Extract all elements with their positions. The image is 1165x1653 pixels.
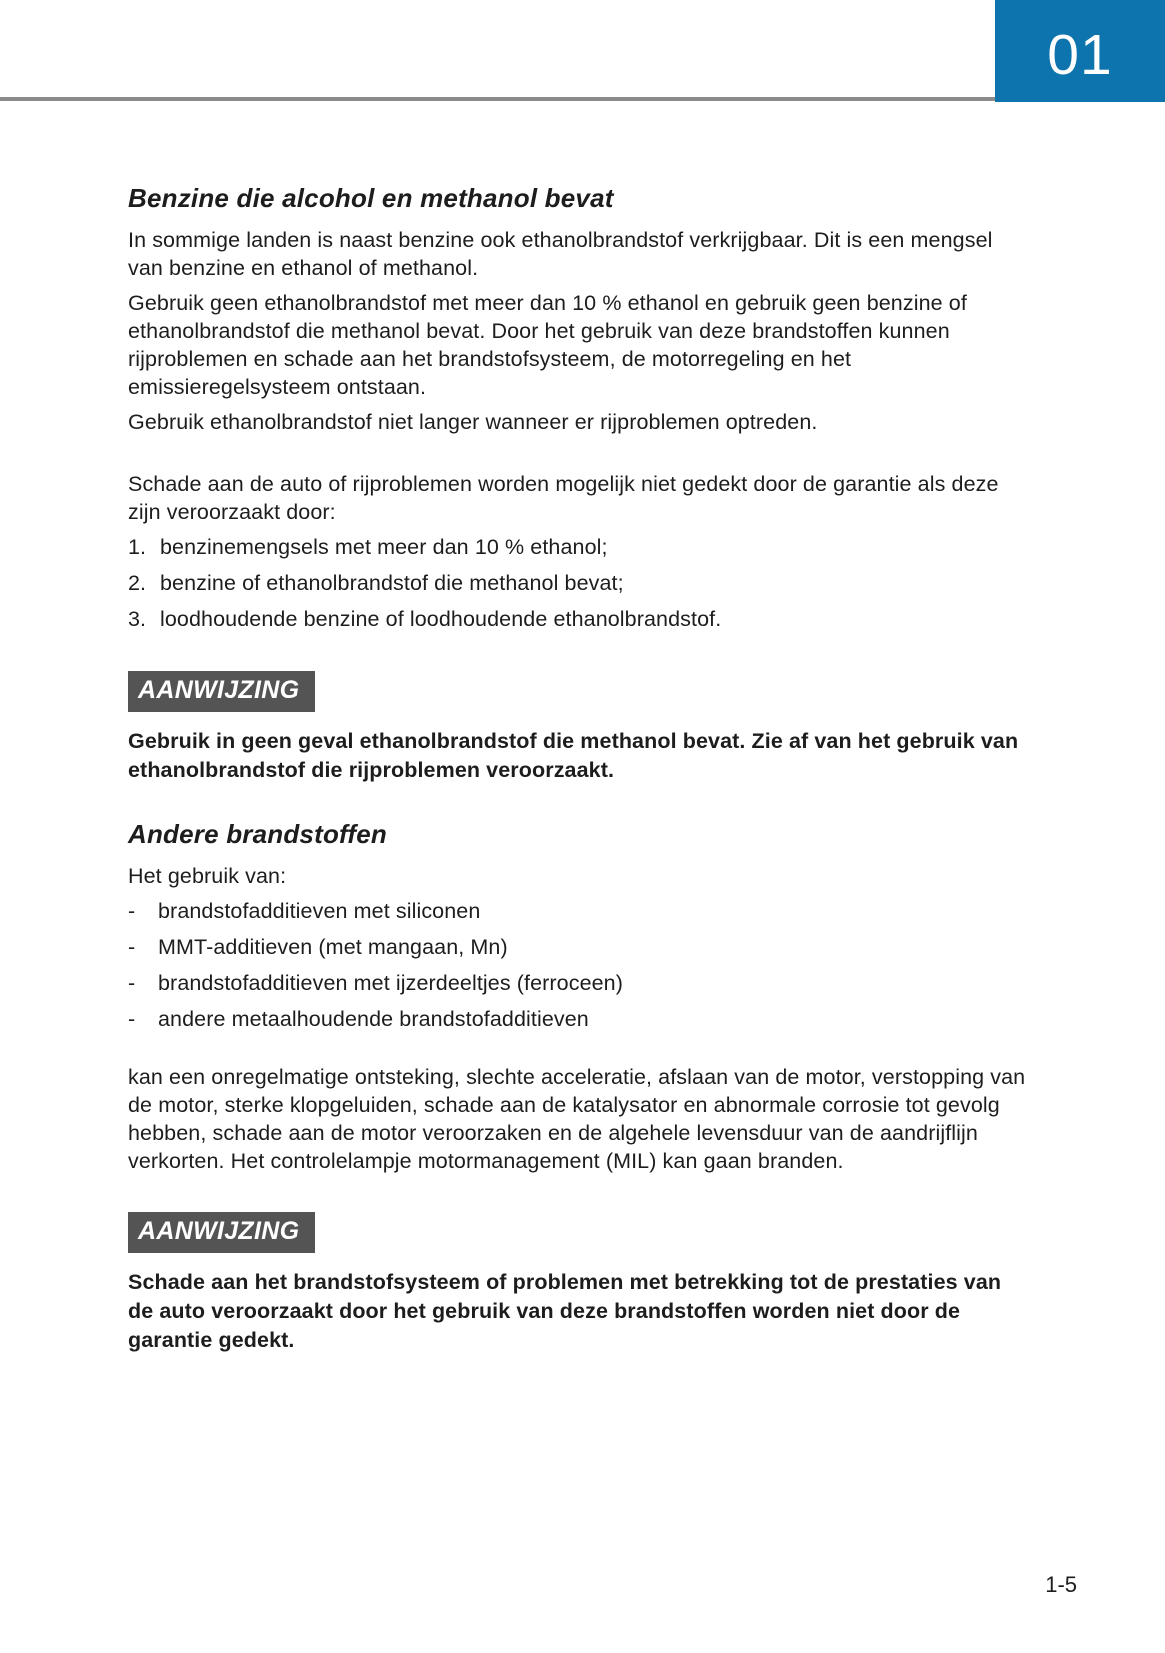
page-content <box>128 183 1028 1355</box>
list-item-number: 3. <box>128 607 147 631</box>
list-item-text: benzinemengsels met meer dan 10 % ethanol; <box>160 535 608 559</box>
list-item-text: loodhoudende benzine of loodhoudende ethanolbrandstof. <box>160 607 722 631</box>
paragraph-additives-consequences: kan een onregelmatige ontsteking, slechte acceleratie, afslaan van de motor, verstopping van de motor, sterke klopgeluiden, schade aan de katalysator en abnormale corrosie tot gevolg hebben, schade aan de motor veroorzaken en de algehele levensduur van de aandrijflijn verkorten. Het controlelampje motormanagement (MIL) kan gaan branden. <box>128 1065 1026 1173</box>
list-item <box>128 897 1028 925</box>
list-item <box>128 569 1028 597</box>
list-item-dash: - <box>128 935 136 959</box>
header-divider-rule <box>0 97 995 101</box>
notice-block-2 <box>128 1182 1028 1355</box>
list-item <box>128 533 1028 561</box>
paragraph-usage-intro: Het gebruik van: <box>128 864 287 888</box>
list-item-text: brandstofadditieven met siliconen <box>158 899 481 923</box>
list-item <box>128 933 1028 961</box>
list-item-number: 2. <box>128 571 147 595</box>
section-other-fuels <box>128 819 1028 1175</box>
notice-badge: AANWIJZING <box>128 1212 315 1253</box>
list-item-text: benzine of ethanolbrandstof die methanol bevat; <box>160 571 624 595</box>
paragraph-ethanol-warning: Gebruik geen ethanolbrandstof met meer dan 10 % ethanol en gebruik geen benzine of ethanolbrandstof die methanol bevat. Door het gebruik van deze brandstoffen kunnen rijproblemen en schade aan het brandstofsysteem, de motorregeling en het emissieregelsysteem ontstaan. <box>128 291 967 399</box>
list-item-dash: - <box>128 971 136 995</box>
list-item-dash: - <box>128 899 136 923</box>
paragraph-warranty-intro: Schade aan de auto of rijproblemen worden mogelijk niet gedekt door de garantie als deze zijn veroorzaakt door: <box>128 472 999 524</box>
section-heading-other-fuels: Andere brandstoffen <box>128 819 388 849</box>
paragraph-stop-using: Gebruik ethanolbrandstof niet langer wanneer er rijproblemen optreden. <box>128 410 818 434</box>
section-heading-alcohol: Benzine die alcohol en methanol bevat <box>128 183 614 213</box>
chapter-number: 01 <box>1047 23 1113 87</box>
paragraph-ethanol-availability: In sommige landen is naast benzine ook ethanolbrandstof verkrijgbaar. Dit is een mengsel van benzine en ethanol of methanol. <box>128 228 993 280</box>
chapter-number-tab <box>995 0 1165 102</box>
list-item <box>128 1005 1028 1033</box>
notice-block-1 <box>128 641 1028 785</box>
list-item-text: brandstofadditieven met ijzerdeeltjes (ferroceen) <box>158 971 623 995</box>
list-item <box>128 969 1028 997</box>
dash-list-additives <box>128 897 1028 1033</box>
list-item-number: 1. <box>128 535 147 559</box>
section-fuel-with-alcohol <box>128 183 1028 633</box>
list-item-text: andere metaalhoudende brandstofadditieven <box>158 1007 589 1031</box>
list-item <box>128 605 1028 633</box>
notice-text: Schade aan het brandstofsysteem of problemen met betrekking tot de prestaties van de auto veroorzaakt door het gebruik van deze brandstoffen worden niet door de garantie gedekt. <box>128 1270 1002 1352</box>
page-number: 1-5 <box>1045 1572 1077 1597</box>
notice-text: Gebruik in geen geval ethanolbrandstof die methanol bevat. Zie af van het gebruik van ethanolbrandstof die rijproblemen veroorzaakt. <box>128 729 1019 782</box>
numbered-list-fuel-causes <box>128 533 1028 633</box>
list-item-dash: - <box>128 1007 136 1031</box>
notice-badge: AANWIJZING <box>128 671 315 712</box>
list-item-text: MMT-additieven (met mangaan, Mn) <box>158 935 508 959</box>
